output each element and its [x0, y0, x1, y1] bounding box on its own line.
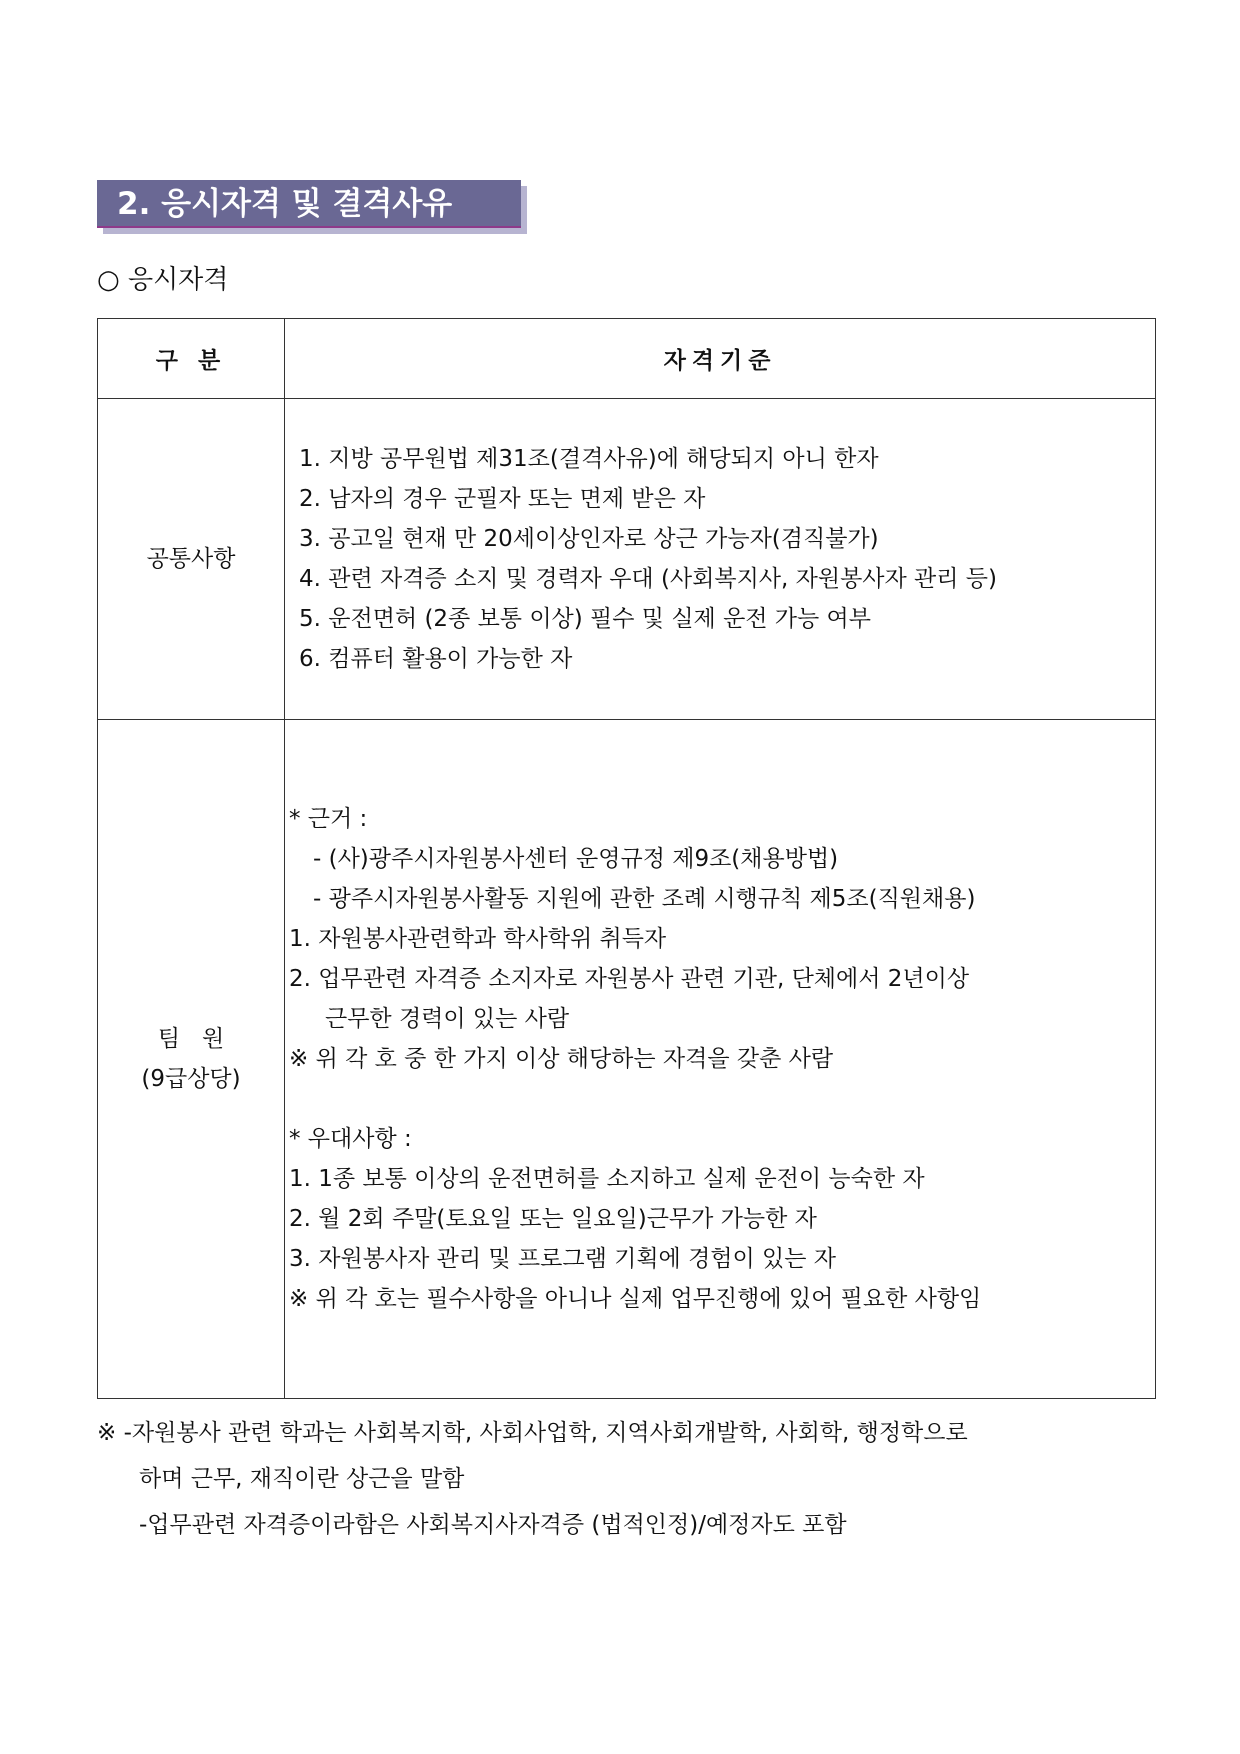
table-header-row	[98, 319, 1156, 399]
common-item: 5. 운전면허 (2종 보통 이상) 필수 및 실제 운전 가능 여부	[299, 606, 871, 632]
requirement-continuation: 근무한 경력이 있는 사람	[325, 1006, 570, 1032]
footnotes	[97, 1410, 968, 1548]
team-criteria	[285, 720, 1156, 1399]
requirement-note: ※ 위 각 호 중 한 가지 이상 해당하는 자격을 갖춘 사람	[289, 1046, 834, 1072]
common-item: 2. 남자의 경우 군필자 또는 면제 받은 자	[299, 486, 706, 512]
preference-item: 3. 자원봉사자 관리 및 프로그램 기획에 경험이 있는 자	[289, 1246, 837, 1272]
subsection-heading: ○ 응시자격	[97, 265, 229, 295]
footnote-line: ※ -자원봉사 관련 학과는 사회복지학, 사회사업학, 지역사회개발학, 사회학, 행정학으로	[97, 1420, 968, 1446]
section-title: 2. 응시자격 및 결격사유	[97, 180, 521, 228]
table-row-team	[98, 720, 1156, 1399]
footnote-line: -업무관련 자격증이라함은 사회복지사자격증 (법적인정)/예정자도 포함	[139, 1512, 847, 1538]
preference-title: * 우대사항 :	[289, 1126, 412, 1152]
common-label: 공통사항	[98, 399, 285, 720]
requirement-item: 2. 업무관련 자격증 소지자로 자원봉사 관련 기관, 단체에서 2년이상	[289, 966, 970, 992]
header-category: 구 분	[98, 319, 285, 399]
footnote-line: 하며 근무, 재직이란 상근을 말함	[139, 1466, 465, 1492]
common-item: 4. 관련 자격증 소지 및 경력자 우대 (사회복지사, 자원봉사자 관리 등)	[299, 566, 997, 592]
basis-title: * 근거 :	[289, 806, 368, 832]
team-sublabel: (9급상당)	[141, 1066, 241, 1092]
common-item: 6. 컴퓨터 활용이 가능한 자	[299, 646, 573, 672]
header-criteria: 자격기준	[285, 319, 1156, 399]
common-item: 3. 공고일 현재 만 20세이상인자로 상근 가능자(겸직불가)	[299, 526, 879, 552]
common-criteria	[285, 399, 1156, 720]
common-item: 1. 지방 공무원법 제31조(결격사유)에 해당되지 아니 한자	[299, 446, 879, 472]
requirement-item: 1. 자원봉사관련학과 학사학위 취득자	[289, 926, 667, 952]
basis-item: - 광주시자원봉사활동 지원에 관한 조례 시행규칙 제5조(직원채용)	[313, 886, 976, 912]
team-label: 팀 원	[157, 1026, 225, 1052]
preference-item: 2. 월 2회 주말(토요일 또는 일요일)근무가 가능한 자	[289, 1206, 817, 1232]
table-row-common	[98, 399, 1156, 720]
preference-item: 1. 1종 보통 이상의 운전면허를 소지하고 실제 운전이 능숙한 자	[289, 1166, 925, 1192]
preference-note: ※ 위 각 호는 필수사항을 아니나 실제 업무진행에 있어 필요한 사항임	[289, 1286, 982, 1312]
basis-item: - (사)광주시자원봉사센터 운영규정 제9조(채용방법)	[313, 846, 839, 872]
team-label-cell	[98, 720, 285, 1399]
qualification-table	[97, 318, 1156, 1399]
